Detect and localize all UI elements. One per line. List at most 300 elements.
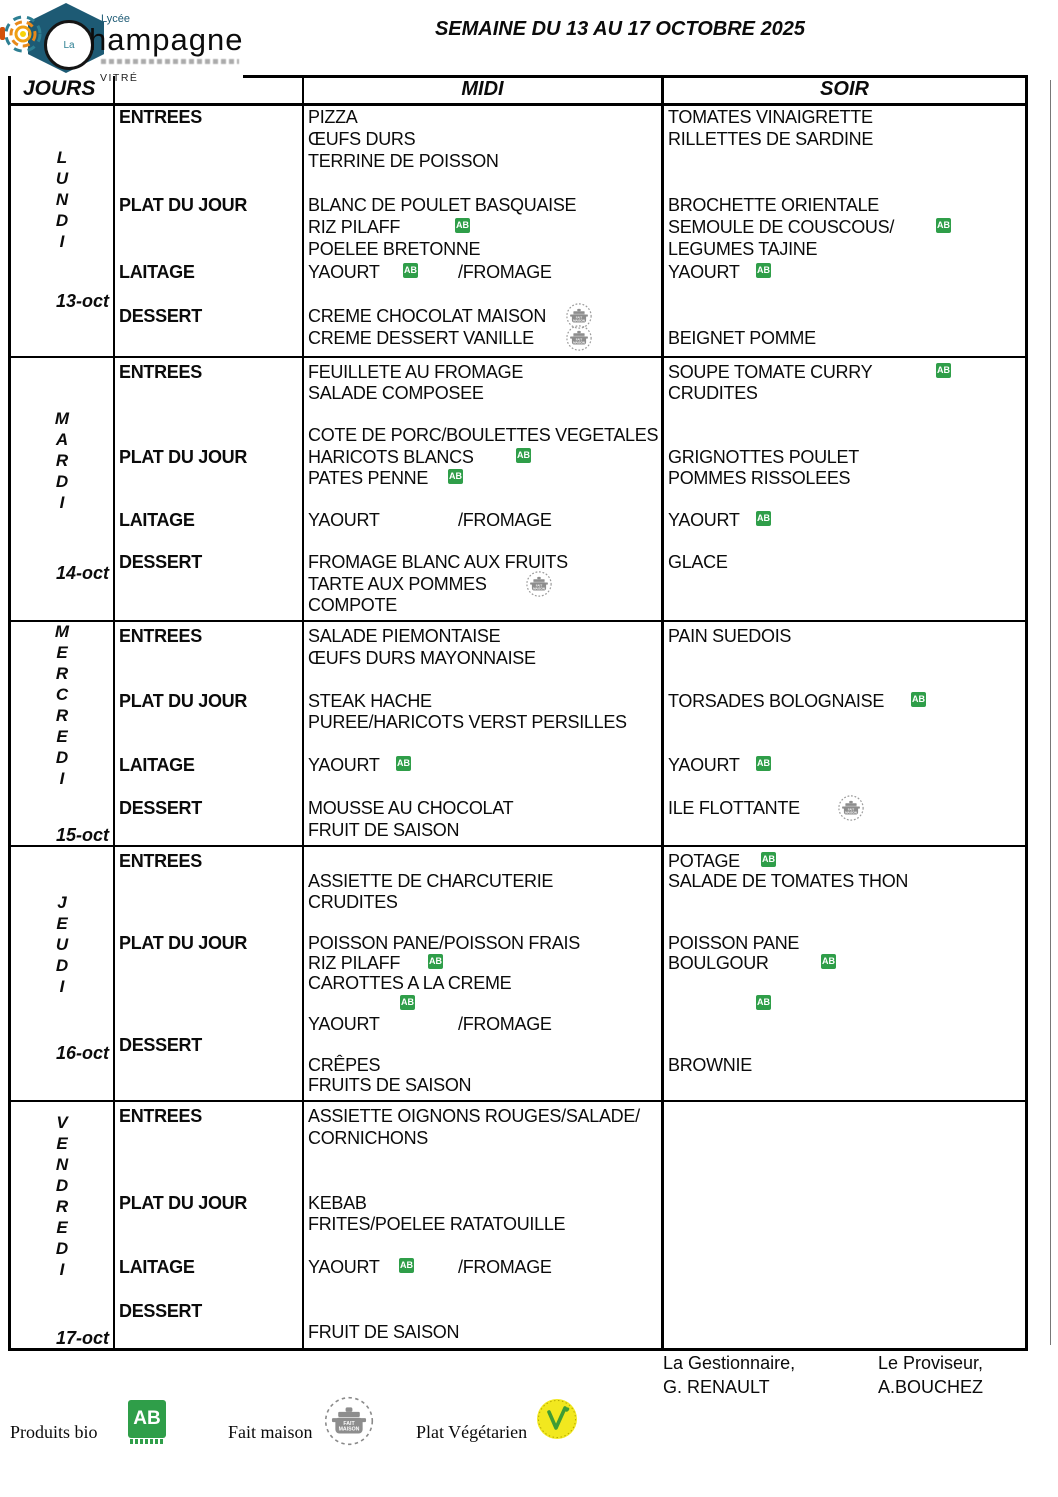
- soir-line: [668, 262, 1025, 284]
- soir-menu-item-text: POISSON PANE: [668, 932, 800, 953]
- soir-line: [668, 425, 1025, 446]
- day-letters: [11, 622, 113, 787]
- category-line: [119, 383, 302, 404]
- day-letter: I: [59, 977, 65, 996]
- category-line: [119, 994, 302, 1014]
- soir-menu-item-text: CRUDITES: [668, 383, 758, 404]
- midi-menu-item-text: TERRINE DE POISSON: [308, 151, 499, 172]
- midi-column: [302, 847, 661, 1102]
- midi-column: [302, 1102, 661, 1350]
- day-letter: C: [55, 684, 69, 704]
- header-soir: SOIR: [661, 76, 1025, 103]
- midi-menu-item-text: POELEE BRETONNE: [308, 239, 481, 260]
- day-letter: E: [56, 1218, 68, 1237]
- soir-line: [668, 510, 1025, 531]
- midi-line: [308, 328, 661, 350]
- midi-line: [308, 1279, 661, 1301]
- day-row-mardi: [11, 356, 1025, 622]
- soir-line: [668, 755, 1025, 777]
- midi-line: [308, 669, 661, 691]
- soir-menu-item-text: YAOURT: [668, 261, 740, 282]
- logo-la-text: La: [63, 39, 75, 51]
- logo-city: VITRÉ: [100, 72, 139, 84]
- soir-column: [661, 1102, 1025, 1350]
- signature-name: A.BOUCHEZ: [878, 1377, 984, 1397]
- midi-line: [308, 574, 661, 595]
- midi-line: [308, 626, 661, 648]
- soir-menu-item-text: RILLETTES DE SARDINE: [668, 129, 874, 150]
- day-row-lundi: [11, 103, 1025, 356]
- category-label: DESSERT: [119, 1300, 202, 1321]
- category-line: [119, 129, 302, 151]
- category-line: [119, 195, 302, 217]
- midi-line: [308, 1149, 661, 1171]
- fait-maison-icon: [566, 325, 592, 356]
- midi-menu-item-text: YAOURT: [308, 755, 380, 775]
- midi-line: [308, 1193, 661, 1215]
- soir-menu-item-text: POMMES RISSOLEES: [668, 467, 851, 488]
- category-label: ENTREES: [119, 107, 202, 127]
- legend-plat-vegetarien-label: Plat Végétarien: [416, 1422, 528, 1442]
- midi-line: [308, 912, 661, 932]
- soir-column: [661, 358, 1025, 622]
- produits-bio-icon: AB: [400, 995, 415, 1010]
- soir-column: [661, 847, 1025, 1102]
- midi-line: [308, 798, 661, 820]
- produits-bio-icon: AB: [428, 954, 443, 969]
- soir-line: [668, 1055, 1025, 1075]
- midi-column: [302, 103, 661, 356]
- day-letter: R: [55, 705, 69, 725]
- midi-menu-item-text: KEBAB: [308, 1192, 367, 1213]
- signature-name: G. RENAULT: [663, 1377, 770, 1397]
- day-letter: E: [56, 914, 68, 933]
- midi-menu-item-text: FRITES/POELEE RATATOUILLE: [308, 1214, 566, 1235]
- category-line: [119, 447, 302, 468]
- day-letters: [11, 1102, 113, 1290]
- soir-line: [668, 1075, 1025, 1095]
- day-letter: M: [54, 621, 70, 641]
- produits-bio-icon: AB: [911, 692, 926, 707]
- day-letter: J: [57, 893, 67, 912]
- produits-bio-icon: AB: [403, 263, 418, 278]
- category-line: [119, 552, 302, 573]
- soir-line: [668, 489, 1025, 510]
- category-label: ENTREES: [119, 851, 202, 871]
- day-letter: A: [55, 429, 69, 449]
- midi-line: [308, 777, 661, 799]
- soir-menu-item-text: SOUPE TOMATE CURRY: [668, 362, 873, 382]
- midi-line: [308, 1257, 661, 1279]
- day-name-cell: [11, 1102, 113, 1350]
- day-letter: I: [59, 768, 65, 788]
- category-line: [119, 851, 302, 871]
- soir-column: [661, 622, 1025, 847]
- midi-line: [308, 468, 661, 489]
- category-line: [119, 1035, 302, 1055]
- produits-bio-icon: AB: [821, 954, 836, 969]
- midi-line: [308, 284, 661, 306]
- soir-line: [668, 239, 1025, 261]
- day-letter: R: [55, 450, 69, 470]
- day-letter: N: [55, 1155, 69, 1174]
- soir-line: [668, 820, 1025, 842]
- category-line: [119, 262, 302, 284]
- midi-line: [308, 531, 661, 552]
- category-label: PLAT DU JOUR: [119, 690, 248, 711]
- midi-line: [308, 447, 661, 468]
- category-label: PLAT DU JOUR: [119, 195, 248, 216]
- soir-menu-item-text: POTAGE: [668, 851, 740, 871]
- logo-lycee-text: Lycée: [101, 13, 130, 25]
- produits-bio-icon: AB: [761, 852, 776, 867]
- soir-line: [668, 933, 1025, 953]
- midi-menu-item-text: PUREE/HARICOTS VERST PERSILLES: [308, 712, 627, 732]
- category-line: [119, 892, 302, 912]
- soir-line: [668, 531, 1025, 552]
- midi-line: [308, 1014, 661, 1034]
- category-line: [119, 820, 302, 842]
- midi-line: [308, 489, 661, 510]
- soir-line: [668, 107, 1025, 129]
- produits-bio-icon: AB: [756, 511, 771, 526]
- soir-menu-item-text: GLACE: [668, 552, 728, 573]
- category-label: LAITAGE: [119, 1257, 195, 1278]
- midi-menu-item-text: FRUIT DE SAISON: [308, 1322, 460, 1343]
- day-letter: M: [54, 408, 70, 428]
- day-date: 14-oct: [55, 563, 109, 583]
- category-line: [119, 755, 302, 777]
- midi-column: [302, 622, 661, 847]
- day-letter: V: [56, 1113, 68, 1132]
- midi-menu-item-text: RIZ PILAFF: [308, 953, 401, 974]
- page-edge-line: [1050, 80, 1051, 1345]
- midi-line: [308, 933, 661, 953]
- soir-line: [668, 383, 1025, 404]
- category-column: [113, 847, 302, 1102]
- midi-line: [308, 306, 661, 328]
- soir-line: [668, 953, 1025, 973]
- soir-line: [668, 284, 1025, 306]
- day-name-cell: [11, 358, 113, 622]
- soir-line: [668, 306, 1025, 328]
- table-header-row: [11, 76, 1025, 106]
- midi-line: [308, 871, 661, 891]
- midi-line: [308, 129, 661, 151]
- midi-menu-item-text: /FROMAGE: [458, 261, 552, 282]
- category-label: ENTREES: [119, 1106, 202, 1126]
- soir-line: [668, 151, 1025, 173]
- svg-text:FAIT: FAIT: [575, 315, 583, 320]
- category-line: [119, 107, 302, 129]
- logo-school-name: hampagne: [89, 22, 244, 57]
- category-line: [119, 531, 302, 552]
- soir-line: [668, 1236, 1025, 1258]
- day-name-cell: [11, 847, 113, 1102]
- category-line: [119, 953, 302, 973]
- category-label: PLAT DU JOUR: [119, 1192, 248, 1213]
- category-column: [113, 358, 302, 622]
- day-date: 13-oct: [55, 291, 109, 311]
- midi-line: [308, 552, 661, 573]
- midi-line: [308, 1106, 661, 1128]
- day-letter: D: [55, 1239, 69, 1258]
- svg-text:MAISON: MAISON: [573, 318, 585, 323]
- category-line: [119, 362, 302, 383]
- category-column: [113, 103, 302, 356]
- midi-menu-item-text: COMPOTE: [308, 594, 397, 615]
- midi-line: [308, 151, 661, 173]
- soir-line: [668, 912, 1025, 932]
- midi-line: [308, 1236, 661, 1258]
- soir-menu-item-text: ILE FLOTTANTE: [668, 798, 800, 818]
- soir-line: [668, 994, 1025, 1014]
- day-letter: U: [55, 935, 69, 954]
- soir-line: [668, 1128, 1025, 1150]
- midi-line: [308, 404, 661, 425]
- soir-menu-item-text: PAIN SUEDOIS: [668, 626, 792, 646]
- midi-menu-item-text: SALADE COMPOSEE: [308, 383, 484, 404]
- category-line: [119, 1055, 302, 1075]
- midi-line: [308, 425, 661, 446]
- category-label: LAITAGE: [119, 261, 195, 282]
- midi-line: [308, 820, 661, 842]
- fait-maison-icon: [324, 1396, 374, 1451]
- soir-menu-item-text: TORSADES BOLOGNAISE: [668, 690, 885, 711]
- midi-line: [308, 734, 661, 756]
- day-letter: E: [56, 726, 68, 746]
- soir-menu-item-text: YAOURT: [668, 510, 740, 531]
- soir-line: [668, 1035, 1025, 1055]
- svg-text:MAISON: MAISON: [573, 340, 585, 345]
- soir-line: [668, 734, 1025, 756]
- soir-line: [668, 871, 1025, 891]
- soir-line: [668, 1257, 1025, 1279]
- day-row-mercredi: [11, 620, 1025, 847]
- category-line: [119, 468, 302, 489]
- category-line: [119, 734, 302, 756]
- soir-line: [668, 648, 1025, 670]
- day-date: 17-oct: [55, 1328, 109, 1348]
- category-line: [119, 648, 302, 670]
- menu-table: [8, 76, 1028, 1351]
- soir-line: [668, 195, 1025, 217]
- signature-proviseur: [878, 1351, 983, 1399]
- soir-menu-item-text: GRIGNOTTES POULET: [668, 446, 859, 467]
- category-label: DESSERT: [119, 798, 202, 818]
- midi-line: [308, 892, 661, 912]
- midi-menu-item-text: MOUSSE AU CHOCOLAT: [308, 798, 514, 818]
- category-line: [119, 1193, 302, 1215]
- midi-line: [308, 383, 661, 404]
- soir-line: [668, 1301, 1025, 1323]
- day-letter: D: [55, 747, 69, 767]
- day-row-jeudi: [11, 845, 1025, 1102]
- midi-menu-item-text: CRUDITES: [308, 891, 398, 912]
- midi-menu-item-text: YAOURT: [308, 1257, 380, 1278]
- day-letters: [11, 358, 113, 562]
- soir-line: [668, 851, 1025, 871]
- day-letter: D: [55, 471, 69, 491]
- midi-menu-item-text: PATES PENNE: [308, 467, 429, 488]
- category-line: [119, 328, 302, 350]
- header-spacer: [113, 76, 302, 103]
- soir-line: [668, 574, 1025, 595]
- produits-bio-icon: AB: [455, 218, 470, 233]
- category-label: PLAT DU JOUR: [119, 446, 248, 467]
- soir-line: [668, 798, 1025, 820]
- midi-line: [308, 1301, 661, 1323]
- category-line: [119, 669, 302, 691]
- day-date: 15-oct: [55, 825, 109, 845]
- category-line: [119, 217, 302, 239]
- produits-bio-icon: AB: [516, 448, 531, 463]
- soir-line: [668, 712, 1025, 734]
- midi-line: [308, 691, 661, 713]
- soir-menu-item-text: YAOURT: [668, 755, 740, 775]
- day-letter: N: [55, 190, 69, 209]
- category-line: [119, 973, 302, 993]
- midi-menu-item-text: STEAK HACHE: [308, 690, 432, 711]
- produits-bio-icon: AB: [756, 263, 771, 278]
- category-line: [119, 284, 302, 306]
- category-column: [113, 1102, 302, 1350]
- category-line: [119, 489, 302, 510]
- soir-menu-item-text: SALADE DE TOMATES THON: [668, 871, 909, 892]
- midi-line: [308, 107, 661, 129]
- midi-menu-item-text: HARICOTS BLANCS: [308, 446, 474, 467]
- day-letter: E: [56, 1134, 68, 1153]
- midi-line: [308, 648, 661, 670]
- day-name-cell: [11, 622, 113, 847]
- soir-line: [668, 1322, 1025, 1344]
- midi-menu-item-text: CORNICHONS: [308, 1127, 429, 1148]
- soir-line: [668, 1193, 1025, 1215]
- produits-bio-icon: AB: [399, 1258, 414, 1273]
- midi-line: [308, 195, 661, 217]
- midi-line: [308, 362, 661, 383]
- midi-menu-item-text: FRUIT DE SAISON: [308, 819, 460, 840]
- category-line: [119, 510, 302, 531]
- soir-line: [668, 1014, 1025, 1034]
- plat-vegetarien-icon: [536, 1398, 578, 1445]
- midi-line: [308, 994, 661, 1014]
- category-line: [119, 798, 302, 820]
- soir-menu-item-text: TOMATES VINAIGRETTE: [668, 107, 873, 127]
- signature-gestionnaire: [663, 1351, 795, 1399]
- day-letters: [11, 103, 113, 296]
- category-line: [119, 777, 302, 799]
- category-label: LAITAGE: [119, 755, 195, 775]
- header-jours: JOURS: [23, 77, 96, 100]
- svg-text:FAIT: FAIT: [575, 337, 583, 342]
- category-line: [119, 595, 302, 616]
- soir-menu-item-text: BEIGNET POMME: [668, 327, 816, 348]
- logo-circle: [44, 20, 94, 70]
- midi-line: [308, 1035, 661, 1055]
- category-line: [119, 306, 302, 328]
- midi-menu-item-text: CREME CHOCOLAT MAISON: [308, 305, 547, 326]
- category-label: DESSERT: [119, 552, 202, 573]
- day-letter: U: [55, 169, 69, 188]
- midi-line: [308, 1214, 661, 1236]
- soir-line: [668, 892, 1025, 912]
- midi-line: [308, 239, 661, 261]
- category-line: [119, 173, 302, 195]
- midi-menu-item-text: PIZZA: [308, 107, 358, 127]
- soir-column: [661, 103, 1025, 356]
- category-line: [119, 933, 302, 953]
- soir-line: [668, 1171, 1025, 1193]
- midi-menu-item-text: POISSON PANE/POISSON FRAIS: [308, 932, 580, 953]
- soir-line: [668, 173, 1025, 195]
- midi-line: [308, 1171, 661, 1193]
- svg-text:MAISON: MAISON: [338, 1426, 360, 1433]
- category-line: [119, 404, 302, 425]
- midi-menu-item-text: /FROMAGE: [458, 1257, 552, 1278]
- category-line: [119, 1257, 302, 1279]
- midi-menu-item-text: ASSIETTE DE CHARCUTERIE: [308, 871, 554, 892]
- soir-menu-item-text: SEMOULE DE COUSCOUS/: [668, 217, 895, 238]
- soir-line: [668, 217, 1025, 239]
- category-line: [119, 1171, 302, 1193]
- category-label: ENTREES: [119, 626, 202, 646]
- soir-line: [668, 1149, 1025, 1171]
- soir-line: [668, 129, 1025, 151]
- midi-menu-item-text: CAROTTES A LA CREME: [308, 973, 512, 994]
- soir-menu-item-text: BROCHETTE ORIENTALE: [668, 195, 879, 216]
- category-column: [113, 622, 302, 847]
- produits-bio-icon: AB: [756, 756, 771, 771]
- midi-line: [308, 712, 661, 734]
- category-line: [119, 871, 302, 891]
- soir-line: [668, 328, 1025, 350]
- soir-line: [668, 362, 1025, 383]
- midi-menu-item-text: ASSIETTE OIGNONS ROUGES/SALADE/: [308, 1106, 640, 1126]
- soir-line: [668, 552, 1025, 573]
- midi-line: [308, 173, 661, 195]
- category-line: [119, 1236, 302, 1258]
- midi-line: [308, 595, 661, 616]
- category-line: [119, 1106, 302, 1128]
- midi-menu-item-text: YAOURT: [308, 261, 380, 282]
- logo-tagline: [101, 59, 239, 64]
- midi-menu-item-text: ŒUFS DURS MAYONNAISE: [308, 647, 536, 668]
- day-letter: I: [59, 232, 65, 251]
- midi-menu-item-text: CRÊPES: [308, 1055, 381, 1076]
- soir-menu-item-text: LEGUMES TAJINE: [668, 239, 818, 260]
- soir-line: [668, 1279, 1025, 1301]
- midi-menu-item-text: RIZ PILAFF: [308, 217, 401, 238]
- category-line: [119, 574, 302, 595]
- midi-menu-item-text: FEUILLETE AU FROMAGE: [308, 362, 524, 382]
- category-label: PLAT DU JOUR: [119, 932, 248, 953]
- produits-bio-icon: AB: [756, 995, 771, 1010]
- soir-line: [668, 691, 1025, 713]
- soir-line: [668, 447, 1025, 468]
- midi-line: [308, 217, 661, 239]
- category-line: [119, 1322, 302, 1344]
- soir-line: [668, 1106, 1025, 1128]
- midi-line: [308, 1075, 661, 1095]
- day-letter: E: [56, 642, 68, 662]
- day-date: 16-oct: [55, 1043, 109, 1063]
- day-letter: R: [55, 663, 69, 683]
- soir-line: [668, 404, 1025, 425]
- day-name-cell: [11, 103, 113, 356]
- midi-menu-item-text: YAOURT: [308, 1014, 380, 1035]
- svg-text:MAISON: MAISON: [533, 585, 545, 590]
